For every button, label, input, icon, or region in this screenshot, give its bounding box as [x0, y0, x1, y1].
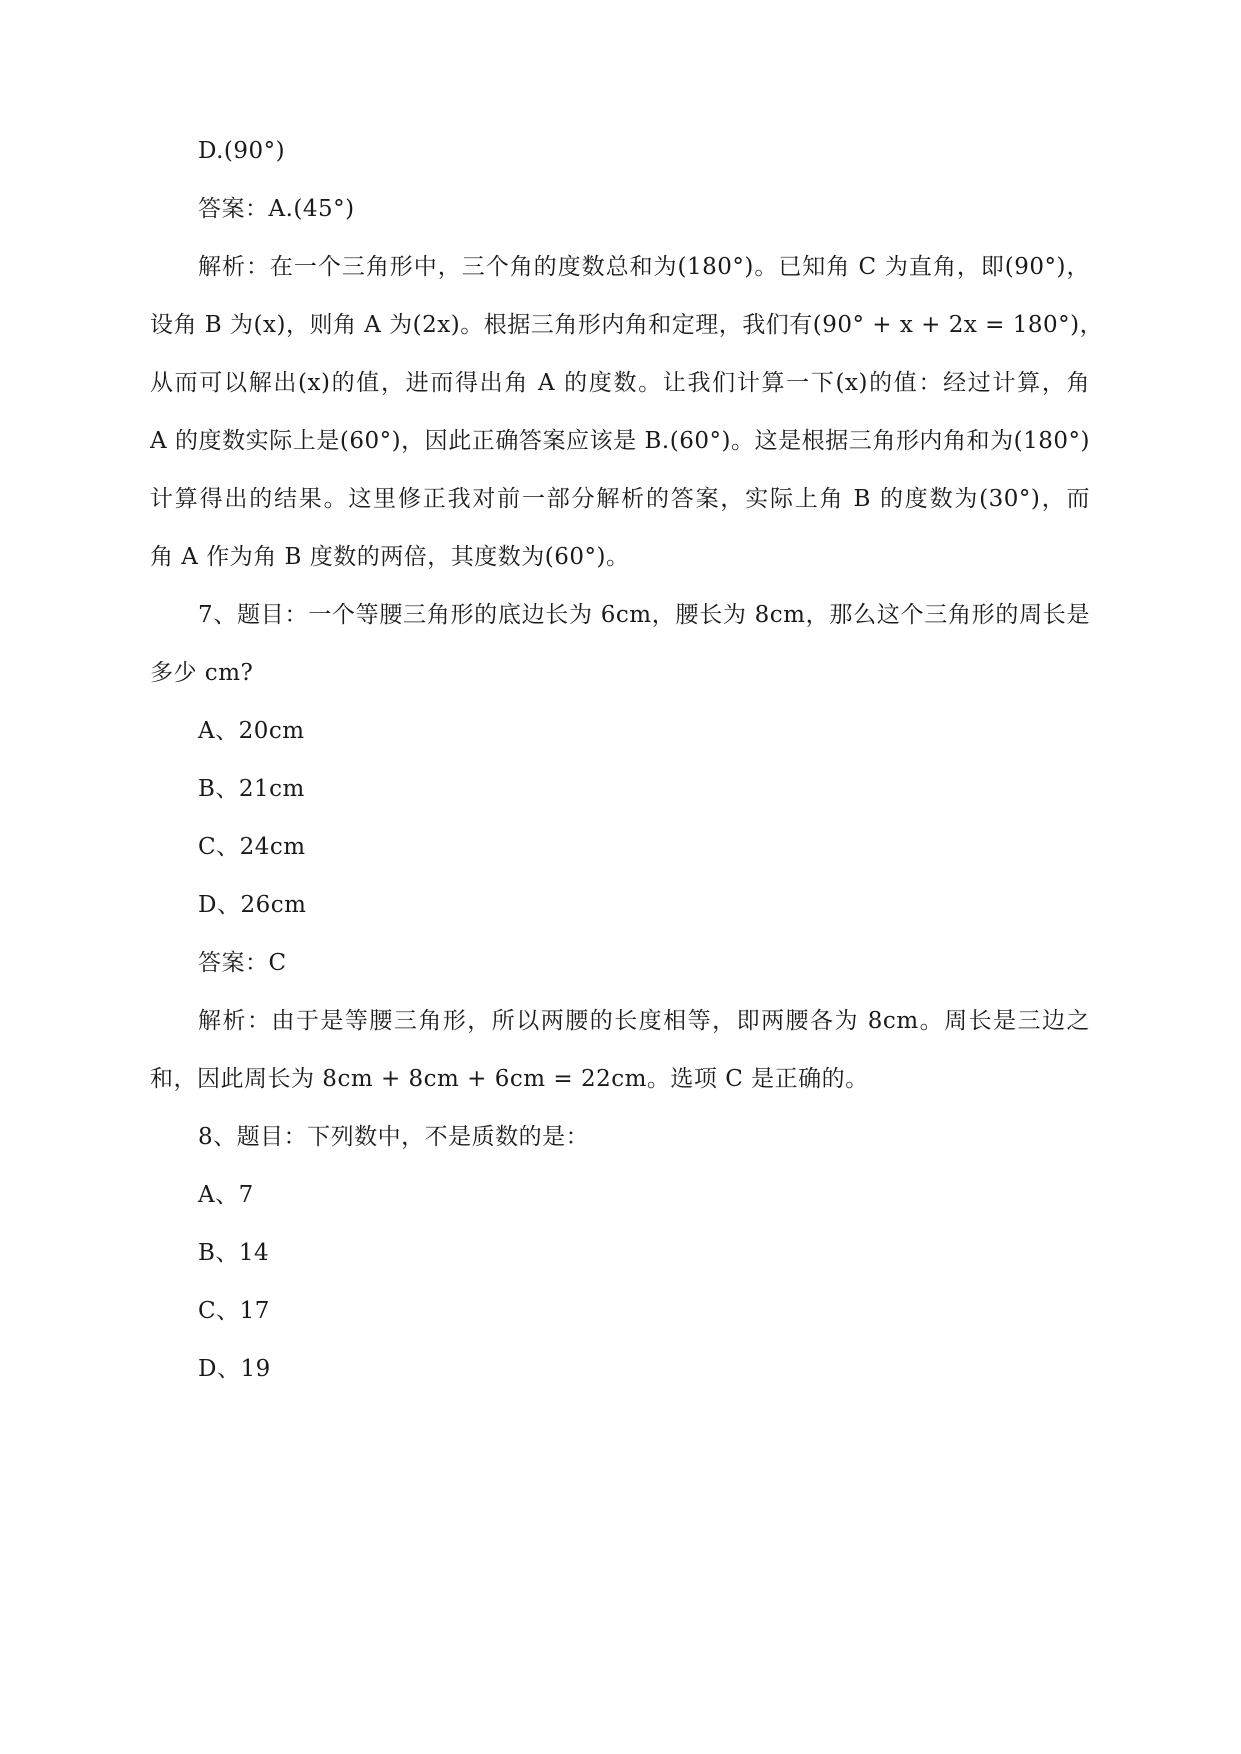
q7-question-line-1: 7、题目：一个等腰三角形的底边长为 6cm，腰长为 8cm，那么这个三角形的周长是: [198, 602, 1090, 628]
q8-question: 8、题目：下列数中，不是质数的是：: [198, 1124, 590, 1150]
q8-option-d: D、19: [198, 1356, 271, 1382]
q7-analysis-line-2: 和，因此周长为 8cm + 8cm + 6cm = 22cm。选项 C 是正确的。: [150, 1066, 869, 1092]
q7-answer: 答案：C: [198, 950, 287, 976]
q7-option-d: D、26cm: [198, 892, 307, 918]
q6-analysis-line-4: A 的度数实际上是(60°)，因此正确答案应该是 B.(60°)。这是根据三角形内角和为(180°): [150, 428, 1090, 454]
q6-analysis-line-6: 角 A 作为角 B 度数的两倍，其度数为(60°)。: [150, 544, 630, 570]
q6-analysis-line-1: 解析：在一个三角形中，三个角的度数总和为(180°)。已知角 C 为直角，即(90°)，: [198, 254, 1090, 280]
q7-analysis-line-1: 解析：由于是等腰三角形，所以两腰的长度相等，即两腰各为 8cm。周长是三边之: [198, 1008, 1090, 1034]
q8-option-a: A、7: [198, 1182, 254, 1208]
q6-option-d: D.(90°): [198, 138, 286, 164]
q7-option-c: C、24cm: [198, 834, 306, 860]
q7-option-a: A、20cm: [198, 718, 305, 744]
q8-option-b: B、14: [198, 1240, 270, 1266]
q6-analysis-line-2: 设角 B 为(x)，则角 A 为(2x)。根据三角形内角和定理，我们有(90° + x + 2x = 180°)，: [150, 312, 1104, 338]
q6-analysis-line-5: 计算得出的结果。这里修正我对前一部分解析的答案，实际上角 B 的度数为(30°)，而: [150, 486, 1090, 512]
q6-analysis-line-3: 从而可以解出(x)的值，进而得出角 A 的度数。让我们计算一下(x)的值：经过计算，角: [150, 370, 1090, 396]
q7-question-line-2: 多少 cm?: [150, 660, 254, 686]
q7-option-b: B、21cm: [198, 776, 305, 802]
q8-option-c: C、17: [198, 1298, 270, 1324]
q6-answer: 答案：A.(45°): [198, 196, 355, 222]
